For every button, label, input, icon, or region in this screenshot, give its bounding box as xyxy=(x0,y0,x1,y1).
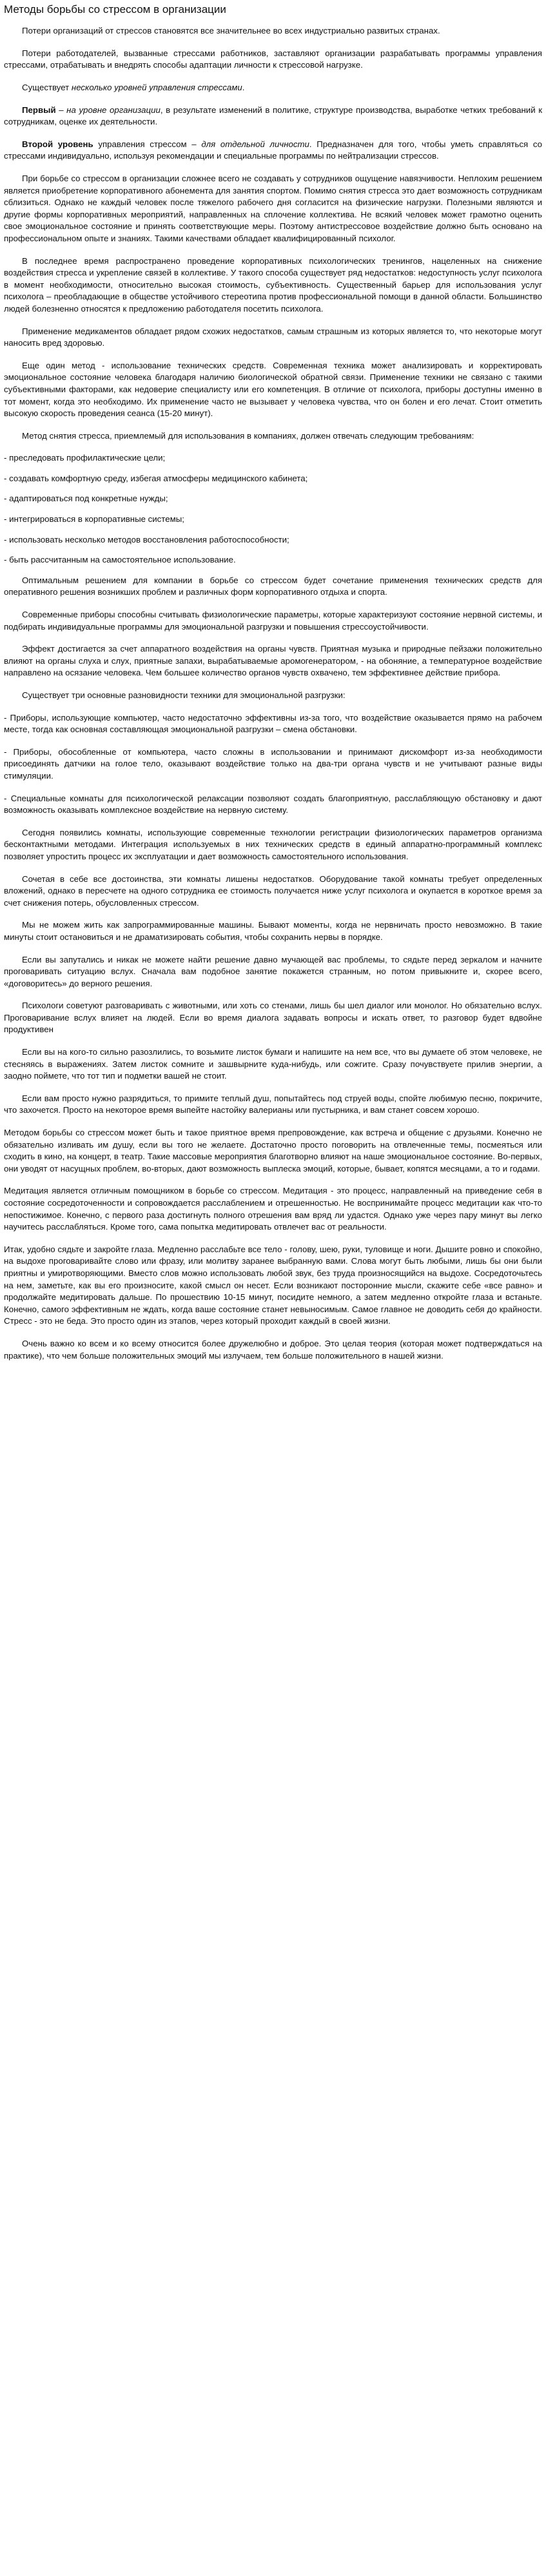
list-item: - быть рассчитанным на самостоятельное использование. xyxy=(4,555,236,565)
paragraph: Метод снятия стресса, приемлемый для использования в компаниях, должен отвечать следующим требованиям: xyxy=(22,430,474,441)
paragraph-device-kind: - Приборы, использующие компьютер, часто недостаточно эффективны из-за того, что воздействие оказывается прямо на рабочем месте, тогда как основная составляющая эмоциональной разгрузки – смена обстановки. xyxy=(4,712,542,735)
paragraph-device-kind: - Специальные комнаты для психологической релаксации позволяют создать благоприятную, расслабляющую обстановку и дают возможность оказывать комплексное воздействие на нервную систему. xyxy=(4,793,542,815)
list-item: - адаптироваться под конкретные нужды; xyxy=(4,494,168,504)
text-run: , в результате изменений в политике, структуре производства, выработке четких требований к сотрудникам, оценке их деятельности. xyxy=(4,105,542,127)
list-item: - создавать комфортную среду, избегая атмосферы медицинского кабинета; xyxy=(4,473,308,483)
paragraph-level-one xyxy=(4,105,542,128)
paragraph: При борьбе со стрессом в организации сложнее всего не создавать у сотрудников ощущение навязчивости. Неплохим решением является приобретение корпоративного абонемента для занятия спортом. Помимо снятия стресса это дает возможность сотрудникам сблизиться. Однако не каждый человек после тяжелого рабочего дня согласится на физические нагрузки. Полезными являются и другие формы корпоративных мероприятий, направленных на сплочение коллектива. Не всякий человек может грамотно оценить свое эмоциональное состояние и принять соответствующие меры. Поэтому антистрессовое воздействие должно быть основано на профессиональном опыте и знаниях. Такими качествами обладает квалифицированный психолог. xyxy=(4,174,542,243)
paragraph: Медитация является отличным помощником в борьбе со стрессом. Медитация - это процесс, направленный на приведение себя в состояние сосредоточенности и сопровождается расслаблением и отрешенностью. Не воспринимайте процесс медитации как что-то непостижимое. Конечно, с первого раза достигнуть полного отрешения вам вряд ли удастся. Однако уже через пару минут вы легко научитесь расслабляться. Кроме того, сама попытка медитировать отвлечет вас от реальности. xyxy=(4,1186,542,1232)
page-title: Методы борьбы со стрессом в организации xyxy=(4,3,226,15)
paragraph: В последнее время распространено проведение корпоративных психологических тренингов, нацеленных на снижение воздействия стресса и укрепление связей в коллективе. У такого способа существует ряд недостатков: недоступность услуг психолога в момент необходимости, относительно высокая стоимость, субъективность. Существенный барьер для использования услуг психолога – преобладающие в обществе устойчивого стереотипа против профессиональной помощи в данной области. Большинство людей болезненно относятся к предложению работодателя посетить психолога. xyxy=(4,255,542,314)
paragraph: Методом борьбы со стрессом может быть и такое приятное время препровождение, как встреча и общение с друзьями. Конечно не обязательно изливать им душу, если вы того не желаете. Достаточно просто поговорить на отвлеченные темы, посмеяться или сходить в кино, на концерт, в театр. Такие массовые мероприятия благотворно влияют на наше эмоциональное состояние. Во-первых, они уводят от насущных проблем, во-вторых, дают возможность выплеска эмоций, которые, бывает, копятся месяцами, а то и годами. xyxy=(4,1128,542,1173)
paragraph-level-two xyxy=(4,139,542,163)
list-item: - использовать несколько методов восстановления работоспособности; xyxy=(4,534,289,544)
requirements-list xyxy=(4,452,542,566)
paragraph: Если вам просто нужно разрядиться, то примите теплый душ, попытайтесь под струей воды, спойте любимую песню, покричите, что захочется. Просто на некоторое время выпейте настойку валерианы или пустырника, и вам станет совсем хорошо. xyxy=(4,1093,542,1115)
paragraph: Если вы запутались и никак не можете найти решение давно мучающей вас проблемы, то сядьте перед зеркалом и начните проговаривать ситуацию вслух. Сначала вам подобное занятие покажется странным, но потом привыкните и, скорее всего, «договоритесь» до верного решения. xyxy=(4,954,542,988)
paragraph: Современные приборы способны считывать физиологические параметры, которые характеризуют состояние нервной системы, и подбирать индивидуальные программы для эмоциональной разгрузки и повышения стрессоустойчивости. xyxy=(4,610,542,632)
paragraph: Применение медикаментов обладает рядом схожих недостатков, самым страшным из которых является то, что некоторые могут наносить вред здоровью. xyxy=(4,326,542,348)
paragraph: Итак, удобно сядьте и закройте глаза. Медленно расслабьте все тело - голову, шею, руки, туловище и ноги. Дышите ровно и спокойно, на выдохе проговаривайте слово или фразу, или молитву заранее выбранную вами. Слова могут быть любыми, лишь бы они были приятны и умиротворяющими. Вместо слов можно использовать любой звук, без труда произносящийся на выдохе. Сосредоточьтесь на нем, заметьте, как вы его произносите, какой смысл он несет. Если возникают посторонние мысли, скажите себе «все равно» и продолжайте медитировать дальше. По прошествию 10-15 минут, посидите немного, а затем медленно откройте глаза и встаньте. Конечно, самого эффективным не ждать, когда ваше состояние станет невыносимым. Самое главное не доводить себя до крайности. Стресс - это не беда. Это просто один из этапов, через который проходит каждый в своей жизни. xyxy=(4,1244,542,1326)
paragraph: Еще один метод - использование технических средств. Современная техника может анализировать и корректировать эмоциональное состояние человека благодаря наличию биологической обратной связи. Применение техники не связано с такими субъективными факторами, как недоверие специалисту или его компетенция. В отличие от психолога, приборы доступны именно в тот момент, когда это необходимо. Их применение часто не вызывает у человека чувства, что он болен и его лечат. Стоит отметить высокую скорость проведения сеанса (15-20 минут). xyxy=(4,360,542,419)
bold-text: Первый xyxy=(22,105,56,115)
paragraph: Оптимальным решением для компании в борьбе со стрессом будет сочетание применения технических средств для оперативного решения возникших проблем и различных форм корпоративного отдыха и спорта. xyxy=(4,575,542,597)
list-item: - интегрироваться в корпоративные системы; xyxy=(4,514,184,524)
paragraph: Очень важно ко всем и ко всему относится более дружелюбно и доброе. Это целая теория (которая может подтверждаться на практике), что чем больше положительных эмоций мы излучаем, тем больше положительного в нашей жизни. xyxy=(4,1338,542,1361)
paragraph: Потери работодателей, вызванные стрессами работников, заставляют организации разрабатывать программы управления стрессами, отрабатывать и внедрять способы адаптации личности к стрессовой нагрузке. xyxy=(4,48,542,70)
paragraph-device-kind: - Приборы, обособленные от компьютера, часто сложны в использовании и принимают дискомфорт из-за необходимости присоединять датчики на голое тело, оказывают воздействие только на два-три органа чувств и не учитывают разные виды стимуляции. xyxy=(4,746,542,781)
italic-text: несколько уровней управления стрессами xyxy=(71,83,242,93)
paragraph-levels-intro xyxy=(4,82,542,94)
italic-text: для отдельной личности xyxy=(201,139,309,149)
bold-text: Второй уровень xyxy=(22,139,93,149)
text-run: Существует xyxy=(22,83,72,93)
paragraph: Существует три основные разновидности техники для эмоциональной разгрузки: xyxy=(22,690,346,700)
paragraph: Мы не можем жить как запрограммированные машины. Бывают моменты, когда не нервничать просто невозможно. В такие минуты стоит остановиться и не драматизировать события, чтобы сохранить нервы в порядке. xyxy=(4,920,542,942)
paragraph: Психологи советуют разговаривать с животными, или хоть со стенами, лишь бы шел диалог или монолог. Но обязательно вслух. Проговаривание вслух влияет на людей. Если во время диалога задавать вопросы и искать ответ, то разговор будет вдвойне продуктивен xyxy=(4,1001,542,1035)
list-item: - преследовать профилактические цели; xyxy=(4,453,166,463)
paragraph: Сочетая в себе все достоинства, эти комнаты лишены недостатков. Оборудование такой комнаты требует определенных вложений, однако в пересчете на одного сотрудника ее стоимость получается ниже услуг психолога и окупается в короткое время за счет снижения потерь, обусловленных стрессом. xyxy=(4,874,542,908)
text-run: . xyxy=(242,83,245,93)
paragraph: Сегодня появились комнаты, использующие современные технологии регистрации физиологических параметров организма бесконтактными методами. Интеграция используемых в них технических средств в единый аппаратно-программный комплекс позволяет упростить процесс их эксплуатации и дает возможность самостоятельного использования. xyxy=(4,827,542,861)
text-run: . Предназначен для того, чтобы уметь справляться со стрессами индивидуально, используя рекомендации и специальные программы по нейтрализации стрессов. xyxy=(4,139,543,161)
italic-text: – на уровне организации xyxy=(55,105,161,115)
paragraph: Потери организаций от стрессов становятся все значительнее во всех индустриально развитых странах. xyxy=(22,26,440,36)
paragraph: Эффект достигается за счет аппаратного воздействия на органы чувств. Приятная музыка и природные пейзажи положительно влияют на органы слуха и слух, приятные запахи, вырабатываемые аромогенератором, - на обоняние, а температурное воздействие направлено на осязание человека. Чем большее количество органов чувств охвачено, тем эффективнее действие прибора. xyxy=(4,644,542,678)
paragraph: Если вы на кого-то сильно разозлились, то возьмите листок бумаги и напишите на нем все, что вы думаете об этом человеке, не стесняясь в выражениях. Затем листок сомните и зашвырните куда-нибудь, или сожгите. Сразу почувствуете прилив энергии, а заодно поймете, что тот тип и подметки вашей не стоит. xyxy=(4,1047,542,1081)
text-run: управления стрессом – xyxy=(93,139,202,149)
